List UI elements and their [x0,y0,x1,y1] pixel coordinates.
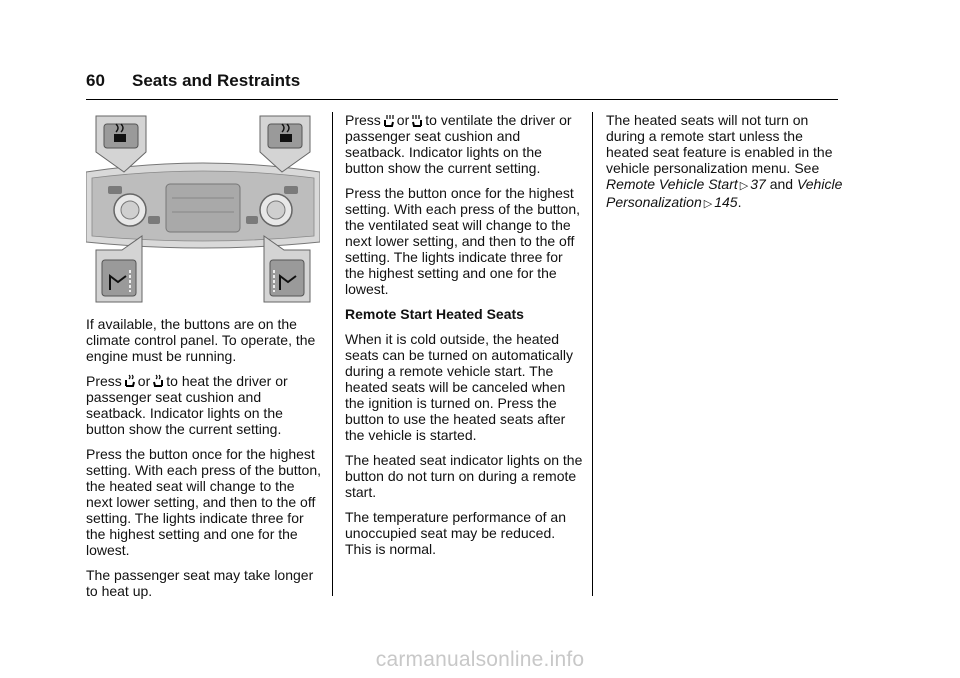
climate-panel-illustration [86,114,320,304]
page-number: 60 [86,71,105,90]
column-3 [606,112,844,221]
press-word: Press [345,112,381,128]
section-title: Seats and Restraints [132,71,301,90]
ventilated-seat-instructions [345,112,583,176]
remote-vehicle-start-link[interactable]: Remote Vehicle Start [606,176,738,192]
ventilated-seat-settings-paragraph: Press the button once for the highest setting. With each press of the button, the ventilated seat will change to the next lower setting, and then to the off setting. The lights indicate three for the highest setting and one for the lowest. [345,185,581,297]
heated-seat-settings-paragraph: Press the button once for the highest setting. With each press of the button, the heated seat will change to the next lower setting, and then to the off setting. The lights indicate three for the highest setting and one for the lowest. [86,446,322,558]
remote-vehicle-start-page[interactable]: 37 [750,176,766,192]
page-reference-arrow-icon: ▷ [739,180,749,192]
press-word: Press [86,373,122,389]
period: . [737,194,742,210]
watermark: carmanualsonline.info [375,648,585,671]
and-word: and [769,176,794,192]
ventilated-seat-driver-icon [383,113,395,128]
remote-start-heated-seats-heading: Remote Start Heated Seats [345,306,524,322]
remote-start-paragraph: When it is cold outside, the heated seats can be turned on automatically during a remote vehicle start. The heated seats will be canceled when the ignition is turned on. Press the button to use the heated seats after the vehicle is started. [345,331,574,443]
heated-seat-instructions [86,373,324,437]
heated-seat-text: to heat the driver or passenger seat cushion and seatback. Indicator lights on the button show the current setting. [86,373,288,437]
heated-seat-driver-icon [124,374,136,389]
personalization-paragraph [606,112,844,212]
indicator-lights-paragraph: The heated seat indicator lights on the button do not turn on during a remote start. [345,452,583,500]
temperature-performance-paragraph: The temperature performance of an unoccupied seat may be reduced. This is normal. [345,509,567,557]
vehicle-personalization-page[interactable]: 145 [714,194,738,210]
intro-paragraph: If available, the buttons are on the climate control panel. To operate, the engine must be running. [86,316,316,364]
vehicle-personalization-link[interactable]: Vehicle Personalization [606,176,843,210]
passenger-seat-note: The passenger seat may take longer to heat up. [86,567,314,599]
column-1 [86,110,324,608]
ventilated-seat-text: to ventilate the driver or passenger seat cushion and seatback. Indicator lights on the button show the current setting. [345,112,572,176]
page-reference-arrow-icon: ▷ [703,198,713,210]
or-word: or [396,112,410,128]
column-divider-1 [332,112,333,596]
header-rule [86,99,838,100]
personalization-text: The heated seats will not turn on during a remote start unless the heated seat feature is enabled in the vehicle personalization menu. See [606,112,833,176]
or-word: or [137,373,151,389]
page-header [86,70,838,92]
heated-seat-passenger-icon [152,374,164,389]
column-2 [345,112,583,566]
column-divider-2 [592,112,593,596]
ventilated-seat-passenger-icon [411,113,423,128]
